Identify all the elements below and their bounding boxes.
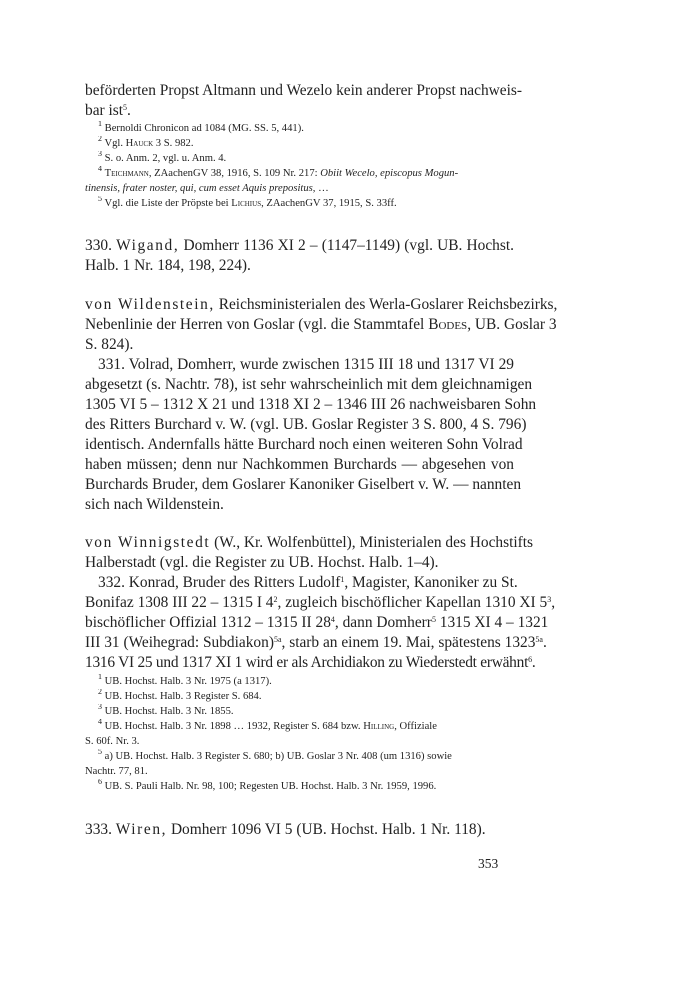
entry-332: 332. Konrad, Bruder des Ritters Ludolf$^1$, Magister, Kanoniker zu St. <box>98 574 518 591</box>
footnote: $^2$ UB. Hochst. Halb. 3 Register S. 684. <box>98 689 262 702</box>
page-number: 353 <box>478 856 499 871</box>
entry-331: Burchards Bruder, dem Goslarer Kanoniker Giselbert v. W. — nannten <box>85 476 522 493</box>
entry-331: 1305 VI 5 – 1312 X 21 und 1318 XI 2 – 1346 III 26 nachweisbaren Sohn <box>85 396 537 413</box>
entry-332: Bonifaz 1308 III 22 – 1315 I $4^2$, zugleich bischöflicher Kapellan 1310 XI $5^3$, <box>85 594 556 611</box>
family-text: Halberstadt (vgl. die Register zu UB. Hochst. Halb. 1–4). <box>85 554 439 571</box>
footnote: $^6$ UB. S. Pauli Halb. Nr. 98, 100; Regesten UB. Hochst. Halb. 3 Nr. 1959, 1996. <box>98 779 437 792</box>
footnote-ref: 5 <box>123 103 128 112</box>
entry-331: 331. Volrad, Domherr, wurde zwischen 1315 III 18 und 1317 VI 29 <box>98 356 514 373</box>
footnote: Nachtr. 77, 81. <box>85 766 148 777</box>
entry-330: 330. Wigand, Domherr 1136 XI 2 – (1147–1149) (vgl. UB. Hochst. <box>85 237 514 254</box>
footnote: $^1$ UB. Hochst. Halb. 3 Nr. 1975 (a 1317). <box>98 674 272 687</box>
intro-line: beförderten Propst Altmann und Wezelo kein anderer Propst nachweis- <box>85 82 522 99</box>
entry-331: sich nach Wildenstein. <box>85 496 224 513</box>
footnote: S. 60f. Nr. 3. <box>85 736 140 747</box>
intro-line: bar ist$^5$. <box>85 102 131 119</box>
footnote: $^4$ Teichmann, ZAachenGV 38, 1916, S. 109 Nr. 217: Obiit Wecelo, episcopus Mogun- <box>98 166 459 179</box>
entry-333: 333. Wiren, Domherr 1096 VI 5 (UB. Hochst. Halb. 1 Nr. 118). <box>85 821 486 838</box>
footnote: $^4$ UB. Hochst. Halb. 3 Nr. 1898 … 1932, Register S. 684 bzw. Hilling, Offiziale <box>98 719 437 732</box>
footnote: $^3$ S. o. Anm. 2, vgl. u. Anm. 4. <box>98 151 227 164</box>
family-text: S. 824). <box>85 336 134 353</box>
entry-332: 1316 VI 25 und 1317 XI 1 wird er als Archidiakon zu Wiederstedt erwähnt$^6$. <box>85 654 536 671</box>
entry-331: des Ritters Burchard v. W. (vgl. UB. Goslar Register 3 S. 800, 4 S. 796) <box>85 416 527 433</box>
family-heading: von Winnigstedt (W., Kr. Wolfenbüttel), Ministerialen des Hochstifts <box>85 534 534 551</box>
footnote: $^5$ Vgl. die Liste der Pröpste bei Lichius, ZAachenGV 37, 1915, S. 33ff. <box>98 196 397 209</box>
footnote: $^3$ UB. Hochst. Halb. 3 Nr. 1855. <box>98 704 234 717</box>
entry-330: Halb. 1 Nr. 184, 198, 224). <box>85 257 251 274</box>
entry-331: abgesetzt (s. Nachtr. 78), ist sehr wahrscheinlich mit dem gleichnamigen <box>85 376 533 393</box>
entry-332: III 31 (Weihegrad: Subdiakon)$^{5a}$, starb an einem 19. Mai, spätestens $1323^{5a}$. <box>85 634 547 651</box>
footnote: tinensis, frater noster, qui, cum esset Aquis prepositus, … <box>85 183 329 194</box>
family-text: Nebenlinie der Herren von Goslar (vgl. die Stammtafel Bodes, UB. Goslar 3 <box>85 316 557 333</box>
footnote: $^1$ Bernoldi Chronicon ad 1084 (MG. SS. 5, 441). <box>98 121 304 134</box>
entry-332: bischöflicher Offizial 1312 – 1315 II $28^4$, dann Domherr$^5$ 1315 XI 4 – 1321 <box>85 614 549 631</box>
entry-331: haben müssen; denn nur Nachkommen Burchards — abgesehen von <box>85 456 514 473</box>
entry-331: identisch. Andernfalls hätte Burchard noch einen weiteren Sohn Volrad <box>85 436 523 453</box>
footnote: $^5$ a) UB. Hochst. Halb. 3 Register S. 680; b) UB. Goslar 3 Nr. 408 (um 1316) sowie <box>98 749 452 762</box>
footnote: $^2$ Vgl. Hauck 3 S. 982. <box>98 136 194 149</box>
family-heading: von Wildenstein, Reichsministerialen des Werla-Goslarer Reichsbezirks, <box>85 296 558 313</box>
